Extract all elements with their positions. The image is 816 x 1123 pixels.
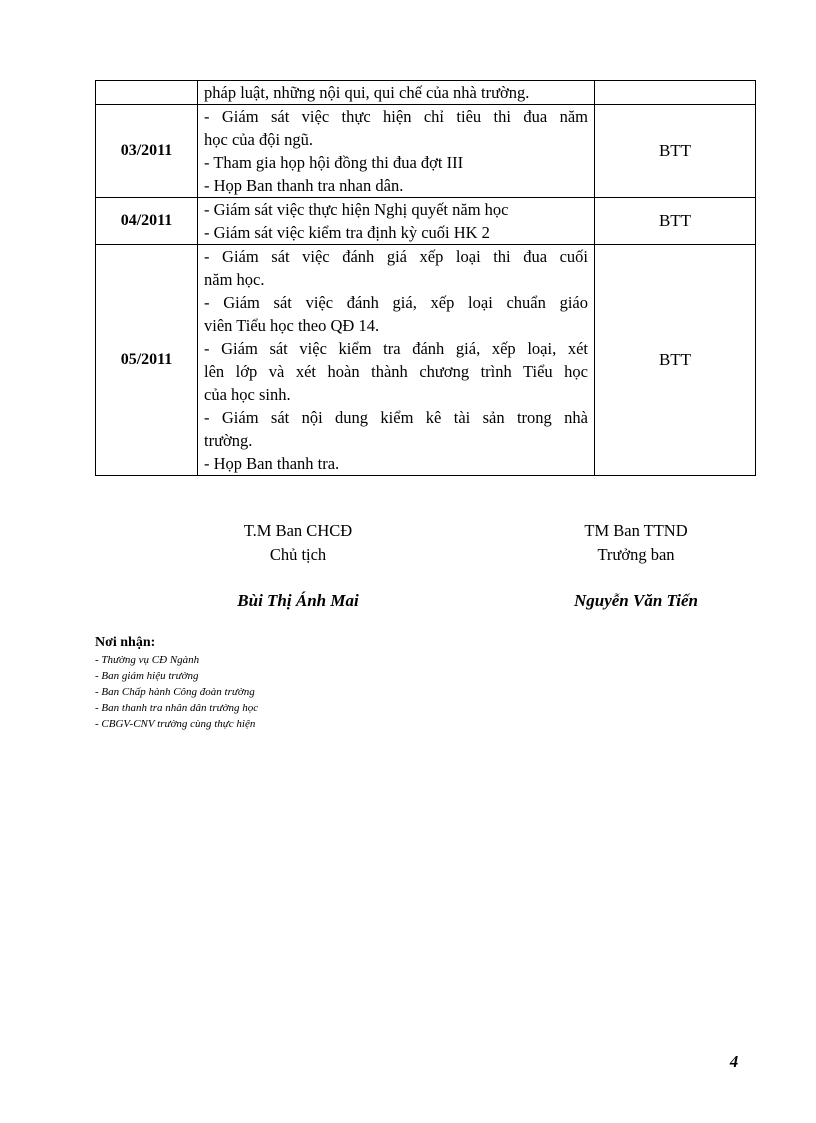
recipient-item: - Ban giám hiệu trường [95, 670, 199, 682]
content-line: - Giám sát nội dung kiểm kê tài sản trong nhà [204, 408, 588, 427]
recipients-heading: Nơi nhận: [95, 635, 156, 650]
content-line: - Họp Ban thanh tra. [204, 454, 340, 473]
content-line: - Họp Ban thanh tra nhan dân. [204, 176, 404, 195]
table-row [96, 105, 756, 198]
signature-block-right [531, 519, 741, 613]
responsible-cell: BTT [595, 245, 756, 476]
recipient-item: - Ban thanh tra nhân dân trường học [95, 702, 259, 714]
content-line: viên Tiểu học theo QĐ 14. [204, 316, 380, 335]
content-line: - Tham gia họp hội đồng thi đua đợt III [204, 153, 464, 172]
content-line: trường. [204, 431, 253, 450]
content-line: - Giám sát việc thực hiện Nghị quyết năm học [204, 200, 509, 219]
table-row [96, 245, 756, 476]
content-line: lên lớp và xét hoàn thành chương trình Tiểu học [204, 362, 588, 381]
supervision-plan-table [95, 80, 756, 476]
content-line: - Giám sát việc kiểm tra đánh giá, xếp loại, xét [204, 339, 588, 358]
recipient-item: - CBGV-CNV trường cùng thực hiện [95, 718, 256, 730]
month-cell: 04/2011 [96, 198, 198, 245]
content-cell [198, 105, 595, 198]
signature-title: Trưởng ban [597, 545, 675, 564]
recipient-item: - Ban Chấp hành Công đoàn trường [95, 686, 255, 698]
table-row [96, 81, 756, 105]
signature-name: Nguyễn Văn Tiến [573, 591, 699, 610]
signature-name: Bùi Thị Ánh Mai [237, 591, 359, 610]
content-cell [198, 81, 595, 105]
month-cell: 05/2011 [96, 245, 198, 476]
content-line: năm học. [204, 270, 265, 289]
page-number: 4 [729, 1052, 739, 1071]
signature-block-left [198, 519, 398, 613]
content-line: - Giám sát việc đánh giá, xếp loại chuẩn giáo [204, 293, 588, 312]
responsible-cell: BTT [595, 198, 756, 245]
signature-org: T.M Ban CHCĐ [243, 521, 353, 540]
content-line: - Giám sát việc thực hiện chỉ tiêu thi đua năm [204, 107, 588, 126]
content-line: - Giám sát việc kiểm tra định kỳ cuối HK 2 [204, 223, 490, 242]
month-cell [96, 81, 198, 105]
content-line: pháp luật, những nội qui, qui chế của nhà trường. [204, 83, 530, 102]
signature-title: Chủ tịch [269, 545, 327, 564]
recipient-item: - Thường vụ CĐ Ngành [95, 654, 200, 666]
recipients-list [95, 634, 258, 732]
responsible-cell: BTT [595, 105, 756, 198]
table-row [96, 198, 756, 245]
content-line: học của đội ngũ. [204, 130, 314, 149]
content-cell [198, 198, 595, 245]
content-line: của học sinh. [204, 385, 291, 404]
content-cell [198, 245, 595, 476]
responsible-cell [595, 81, 756, 105]
month-cell: 03/2011 [96, 105, 198, 198]
signature-org: TM Ban TTND [584, 521, 688, 540]
content-line: - Giám sát việc đánh giá xếp loại thi đua cuối [204, 247, 588, 266]
